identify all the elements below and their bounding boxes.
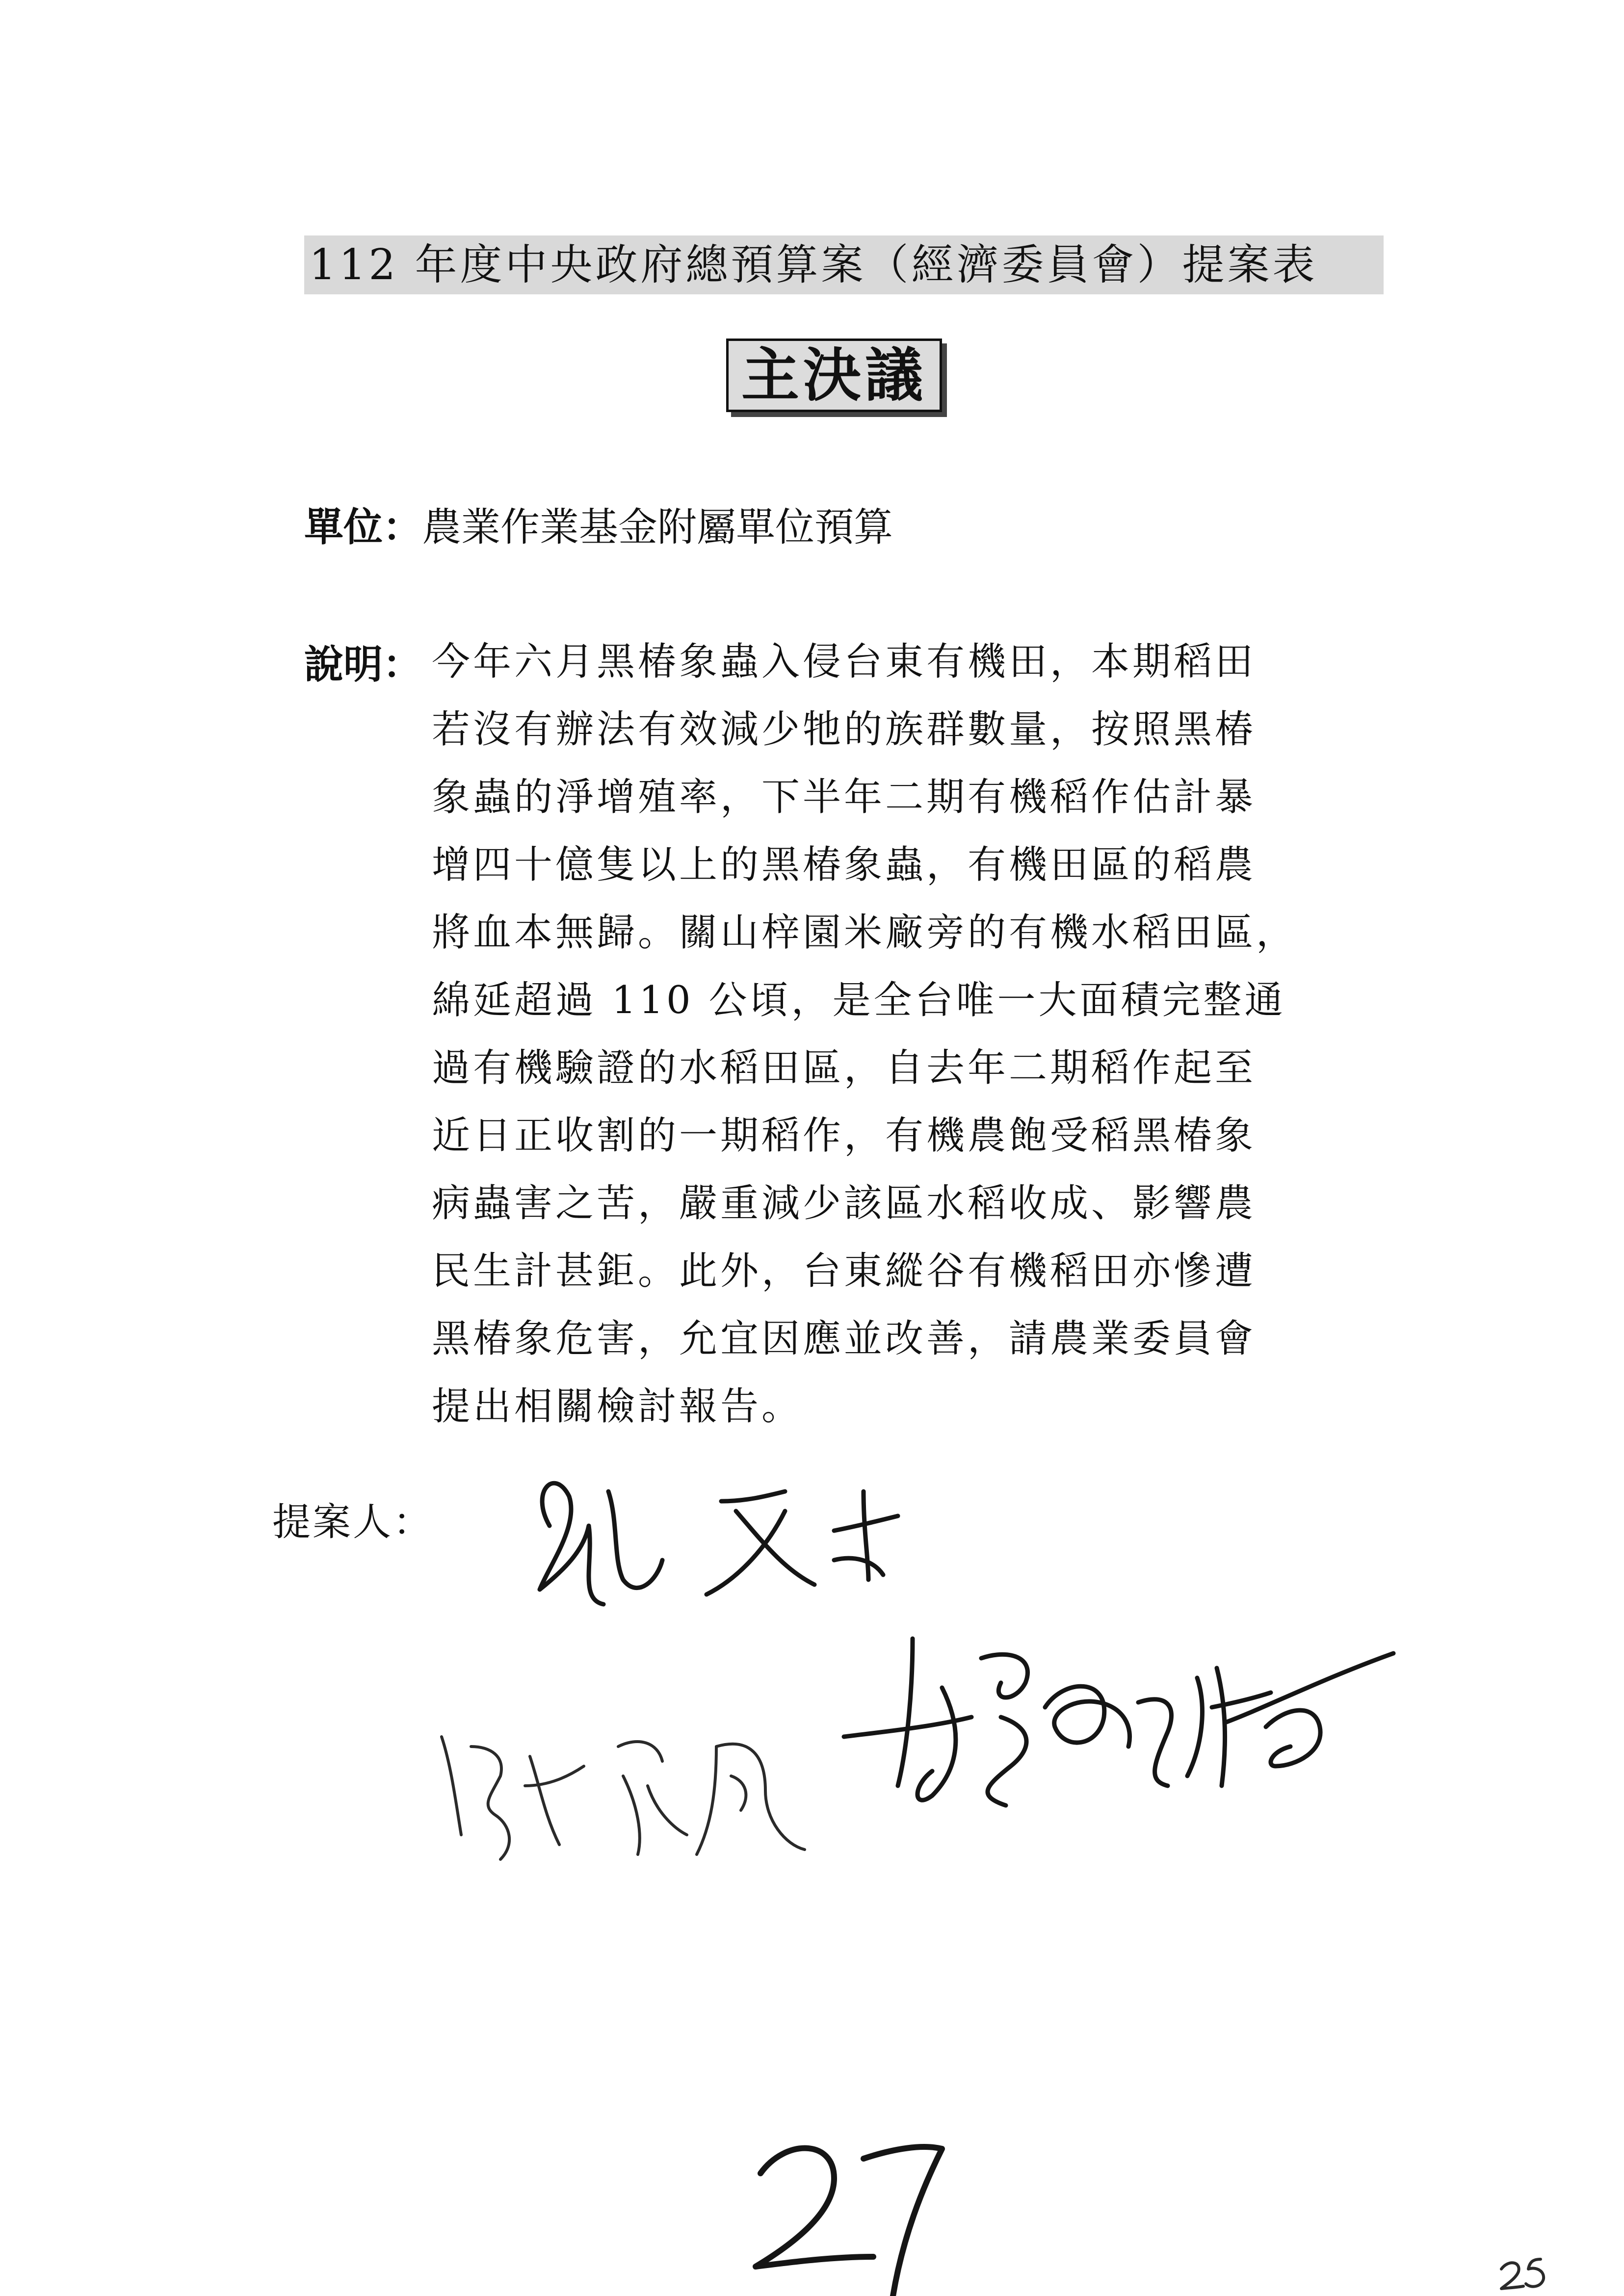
description-line: 黑椿象危害，允宜因應並改善，請農業委員會 — [432, 1317, 1257, 1361]
signature-1 — [540, 1483, 898, 1604]
document-title: 112 年度中央政府總預算案（經濟委員會）提案表 — [304, 235, 1384, 294]
resolution-type-box: 主決議 — [726, 339, 942, 412]
description-line: 增四十億隻以上的黑椿象蟲，有機田區的稻農 — [432, 843, 1257, 887]
description-line: 若沒有辦法有效減少牠的族群數量，按照黑椿 — [432, 707, 1257, 752]
description-line: 過有機驗證的水稻田區，自去年二期稻作起至 — [432, 1046, 1257, 1090]
unit-value: 農業作業基金附屬單位預算 — [422, 504, 893, 550]
description-label-wrap — [304, 633, 422, 689]
description-line: 將血本無歸。關山梓園米廠旁的有機水稻田區， — [432, 911, 1298, 955]
handwritten-page-number — [756, 2147, 942, 2296]
description-line: 病蟲害之苦，嚴重減少該區水稻收成、影響農 — [432, 1181, 1257, 1226]
unit-label: 單位： — [304, 504, 422, 550]
description-line: 提出相關檢討報告。 — [432, 1384, 803, 1429]
description-line: 民生計甚鉅。此外，台東縱谷有機稻田亦慘遭 — [432, 1249, 1257, 1293]
signature-2 — [442, 1737, 805, 1859]
description-text — [432, 628, 1388, 1440]
proposer-label: 提案人： — [272, 1500, 434, 1544]
handwritten-corner-number — [1501, 2259, 1544, 2289]
description-label: 說明： — [304, 642, 422, 687]
description-line: 近日正收割的一期稻作，有機農飽受稻黑椿象 — [432, 1114, 1257, 1158]
description-line: 綿延超過 110 公頃，是全台唯一大面積完整通 — [432, 978, 1286, 1022]
description-line: 今年六月黑椿象蟲入侵台東有機田，本期稻田 — [432, 640, 1257, 684]
description-line: 象蟲的淨增殖率，下半年二期有機稻作估計暴 — [432, 775, 1257, 819]
unit-row — [304, 496, 893, 552]
signature-3 — [844, 1639, 1393, 1805]
